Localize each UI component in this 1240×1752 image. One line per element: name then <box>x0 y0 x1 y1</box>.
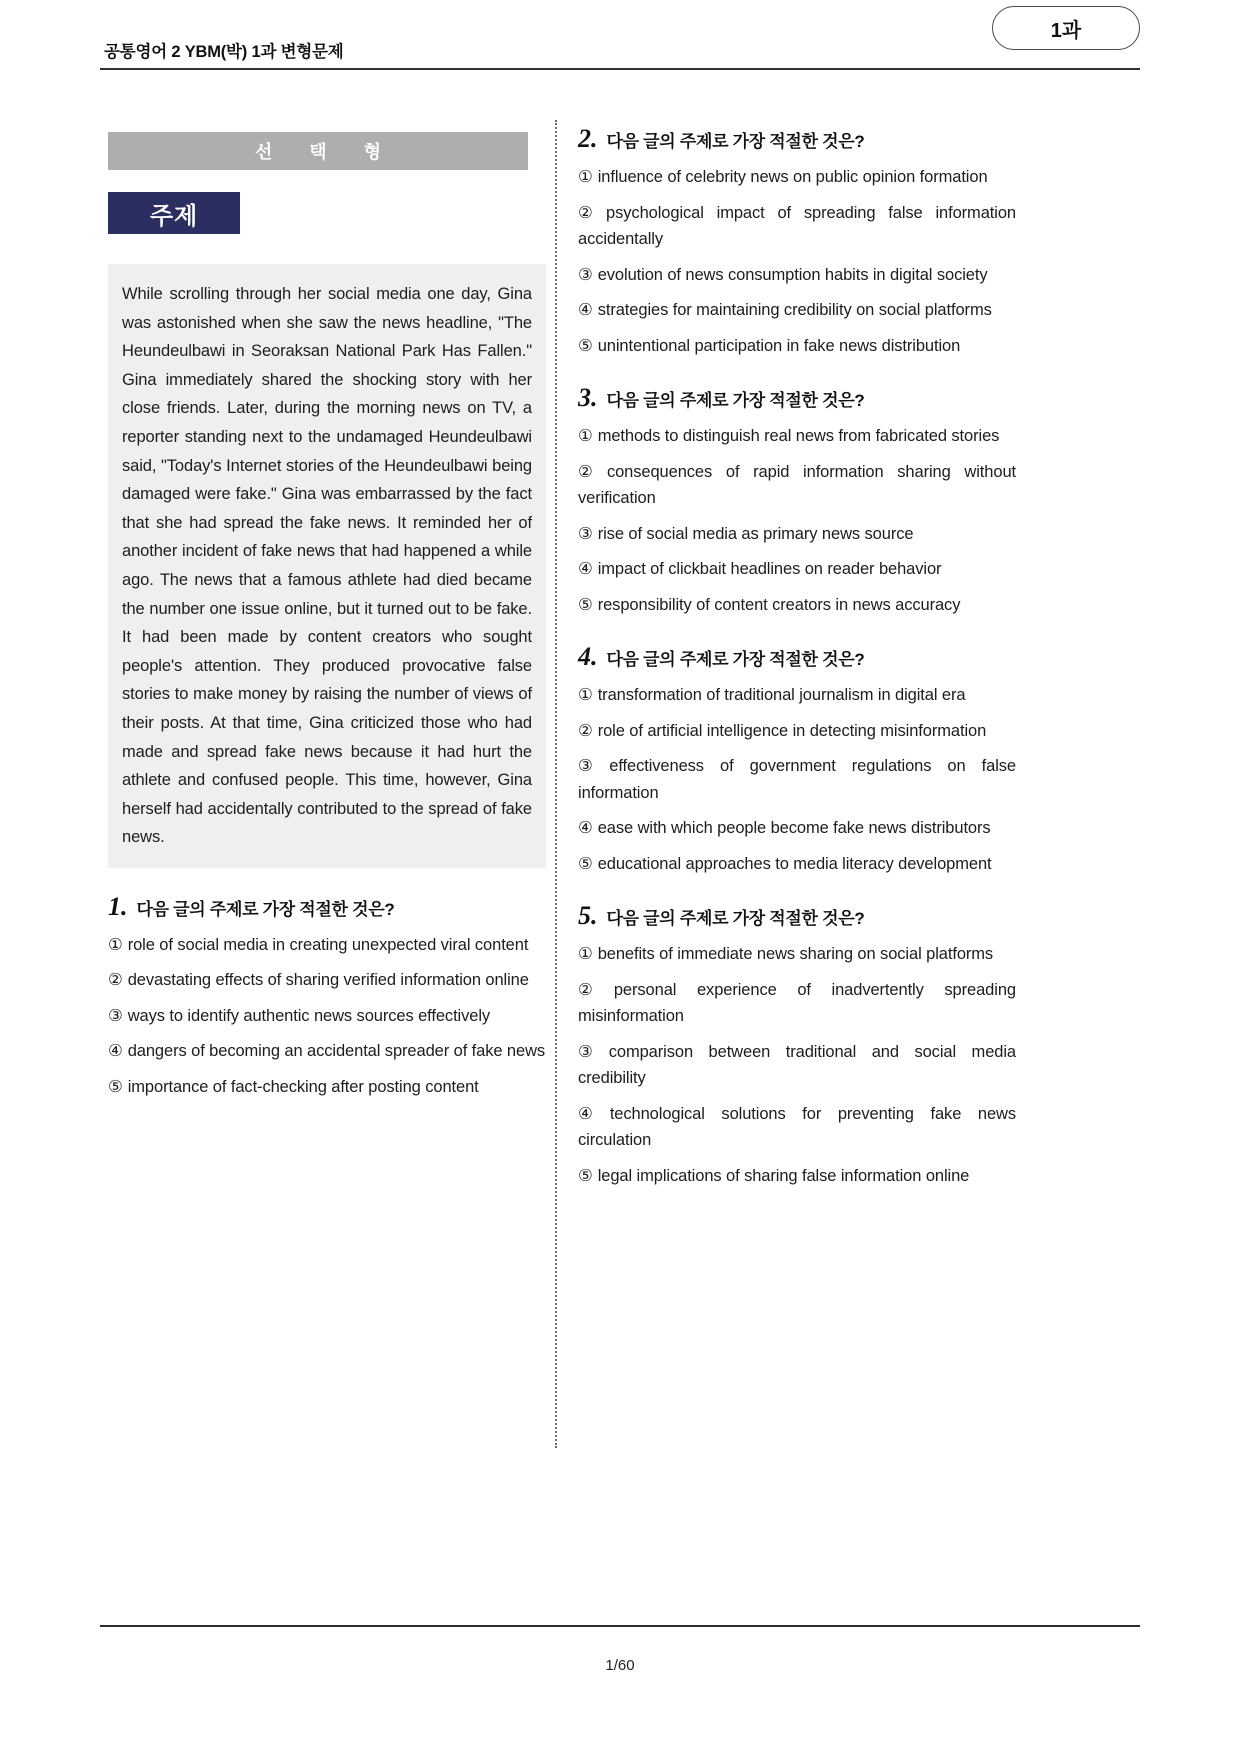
option-item[interactable] <box>108 932 546 959</box>
option-list <box>578 164 1016 359</box>
question-block <box>578 903 1016 1189</box>
option-text: rise of social media as primary news source <box>597 524 914 543</box>
question-number: 5. <box>578 901 598 930</box>
option-text: evolution of news consumption habits in digital society <box>597 265 988 284</box>
question-heading <box>578 644 1016 670</box>
option-marker: ② <box>578 462 602 481</box>
question-heading <box>578 385 1016 411</box>
option-marker: ② <box>108 971 123 990</box>
question-block <box>578 644 1016 877</box>
option-item[interactable] <box>578 556 1016 583</box>
option-text: benefits of immediate news sharing on social platforms <box>597 945 994 963</box>
question-heading <box>578 903 1016 929</box>
option-item[interactable] <box>578 423 1016 450</box>
option-marker: ⑤ <box>578 595 593 614</box>
option-text: dangers of becoming an accidental spreader of fake news <box>127 1042 546 1061</box>
header-title: 공통영어 2 YBM(박) 1과 변형문제 <box>104 43 344 61</box>
option-item[interactable] <box>578 164 1016 191</box>
question-number: 3. <box>578 383 598 412</box>
option-item[interactable] <box>578 297 1016 324</box>
option-item[interactable] <box>108 967 546 994</box>
option-item[interactable] <box>578 977 1016 1030</box>
option-item[interactable] <box>578 1039 1016 1092</box>
option-item[interactable] <box>578 718 1016 745</box>
option-list <box>578 682 1016 877</box>
option-item[interactable] <box>578 200 1016 253</box>
option-marker: ④ <box>108 1042 123 1061</box>
option-text: unintentional participation in fake news distribution <box>597 336 961 355</box>
option-marker: ④ <box>578 301 593 319</box>
option-marker: ③ <box>578 1042 604 1061</box>
option-text: role of artificial intelligence in detecting misinformation <box>597 721 987 740</box>
option-text: legal implications of sharing false information online <box>597 1166 970 1185</box>
option-marker: ⑤ <box>578 854 593 873</box>
option-text: devastating effects of sharing verified information online <box>127 971 529 990</box>
option-marker: ① <box>108 935 123 954</box>
option-marker: ③ <box>108 1006 123 1025</box>
question-number: 1. <box>108 891 128 921</box>
option-text: ease with which people become fake news distributors <box>597 819 991 837</box>
page-footer <box>100 1625 1140 1674</box>
option-text: consequences of rapid information sharing without verification <box>578 462 1016 507</box>
option-text: role of social media in creating unexpected viral content <box>127 935 529 954</box>
header-divider <box>100 68 1140 70</box>
option-marker: ④ <box>578 1104 605 1123</box>
option-marker: ② <box>578 203 602 222</box>
option-text: educational approaches to media literacy development <box>597 854 992 873</box>
question-number: 2. <box>578 124 598 153</box>
content-area <box>100 108 1140 1538</box>
footer-divider <box>100 1625 1140 1627</box>
option-text: transformation of traditional journalism in digital era <box>597 686 966 704</box>
column-divider <box>555 120 557 1448</box>
right-column <box>570 108 1016 1538</box>
option-marker: ① <box>578 427 593 445</box>
reading-passage: While scrolling through her social media one day, Gina was astonished when she saw the news headline, "The Heundeulbawi in Seoraksan National Park Has Fallen." Gina immediately shared the shocking story with her close friends. Later, during the morning news on TV, a reporter standing next to the undamaged Heundeulbawi said, "Today's Internet stories of the Heundeulbawi being damaged were fake." Gina was embarrassed by the fact that she had spread the fake news. It reminded her of another incident of fake news that had happened a while ago. The news that a famous athlete had died became the number one issue online, but it turned out to be fake. It had been made by content creators who sought people's attention. They produced provocative false stories to make money by raising the number of views of their posts. At that time, Gina criticized those who had made and spread fake news because it had hurt the athlete and confused people. This time, however, Gina herself had accidentally contributed to the spread of fake news. <box>108 264 546 868</box>
option-item[interactable] <box>578 521 1016 548</box>
option-marker: ① <box>578 686 593 704</box>
option-marker: ① <box>578 168 593 186</box>
option-text: impact of clickbait headlines on reader behavior <box>597 560 942 578</box>
option-marker: ③ <box>578 757 605 775</box>
lesson-badge <box>992 6 1140 50</box>
question-type-banner: 선 택 형 <box>108 132 528 170</box>
question-heading <box>578 126 1016 152</box>
option-item[interactable] <box>578 815 1016 842</box>
option-item[interactable] <box>578 682 1016 709</box>
question-prompt: 다음 글의 주제로 가장 적절한 것은? <box>136 899 395 919</box>
option-item[interactable] <box>578 459 1016 512</box>
option-item[interactable] <box>578 333 1016 360</box>
option-text: responsibility of content creators in news accuracy <box>597 595 961 614</box>
question-prompt: 다음 글의 주제로 가장 적절한 것은? <box>606 650 865 669</box>
option-marker: ① <box>578 945 593 963</box>
question-number: 4. <box>578 642 598 671</box>
option-marker: ③ <box>578 265 593 284</box>
option-marker: ⑤ <box>578 336 593 355</box>
option-marker: ⑤ <box>578 1166 593 1185</box>
option-list <box>578 423 1016 618</box>
option-text: personal experience of inadvertently spreading misinformation <box>578 980 1016 1025</box>
option-item[interactable] <box>578 753 1016 806</box>
option-text: importance of fact-checking after posting content <box>127 1077 479 1096</box>
option-text: strategies for maintaining credibility on social platforms <box>597 301 992 319</box>
option-text: methods to distinguish real news from fabricated stories <box>597 427 1000 445</box>
page-header <box>100 0 1140 108</box>
option-text: comparison between traditional and social media credibility <box>578 1042 1016 1087</box>
left-column <box>100 108 546 1538</box>
option-item[interactable] <box>108 1038 546 1065</box>
option-marker: ④ <box>578 819 593 837</box>
question-block <box>108 891 546 1101</box>
option-item[interactable] <box>578 592 1016 619</box>
question-prompt: 다음 글의 주제로 가장 적절한 것은? <box>606 909 865 928</box>
option-item[interactable] <box>578 941 1016 968</box>
lesson-badge-label: 1과 <box>1050 19 1082 42</box>
option-text: influence of celebrity news on public opinion formation <box>597 168 988 186</box>
option-text: psychological impact of spreading false information accidentally <box>578 203 1016 248</box>
option-item[interactable] <box>578 851 1016 878</box>
option-marker: ③ <box>578 524 593 543</box>
question-prompt: 다음 글의 주제로 가장 적절한 것은? <box>606 132 865 151</box>
option-item[interactable] <box>578 262 1016 289</box>
option-list <box>108 932 546 1101</box>
question-prompt: 다음 글의 주제로 가장 적절한 것은? <box>606 391 865 410</box>
option-list <box>578 941 1016 1189</box>
option-item[interactable] <box>578 1163 1016 1190</box>
question-block <box>578 385 1016 618</box>
page-number: 1/60 <box>605 1657 635 1674</box>
question-heading <box>108 891 546 921</box>
option-marker: ② <box>578 721 593 740</box>
option-item[interactable] <box>108 1074 546 1101</box>
question-block <box>578 126 1016 359</box>
option-marker: ⑤ <box>108 1077 123 1096</box>
option-item[interactable] <box>578 1101 1016 1154</box>
option-marker: ② <box>578 980 609 999</box>
option-text: ways to identify authentic news sources effectively <box>127 1006 491 1025</box>
topic-label-box: 주제 <box>108 192 240 234</box>
option-marker: ④ <box>578 560 593 578</box>
option-text: effectiveness of government regulations on false information <box>578 757 1016 802</box>
option-item[interactable] <box>108 1003 546 1030</box>
option-text: technological solutions for preventing fake news circulation <box>578 1104 1016 1149</box>
